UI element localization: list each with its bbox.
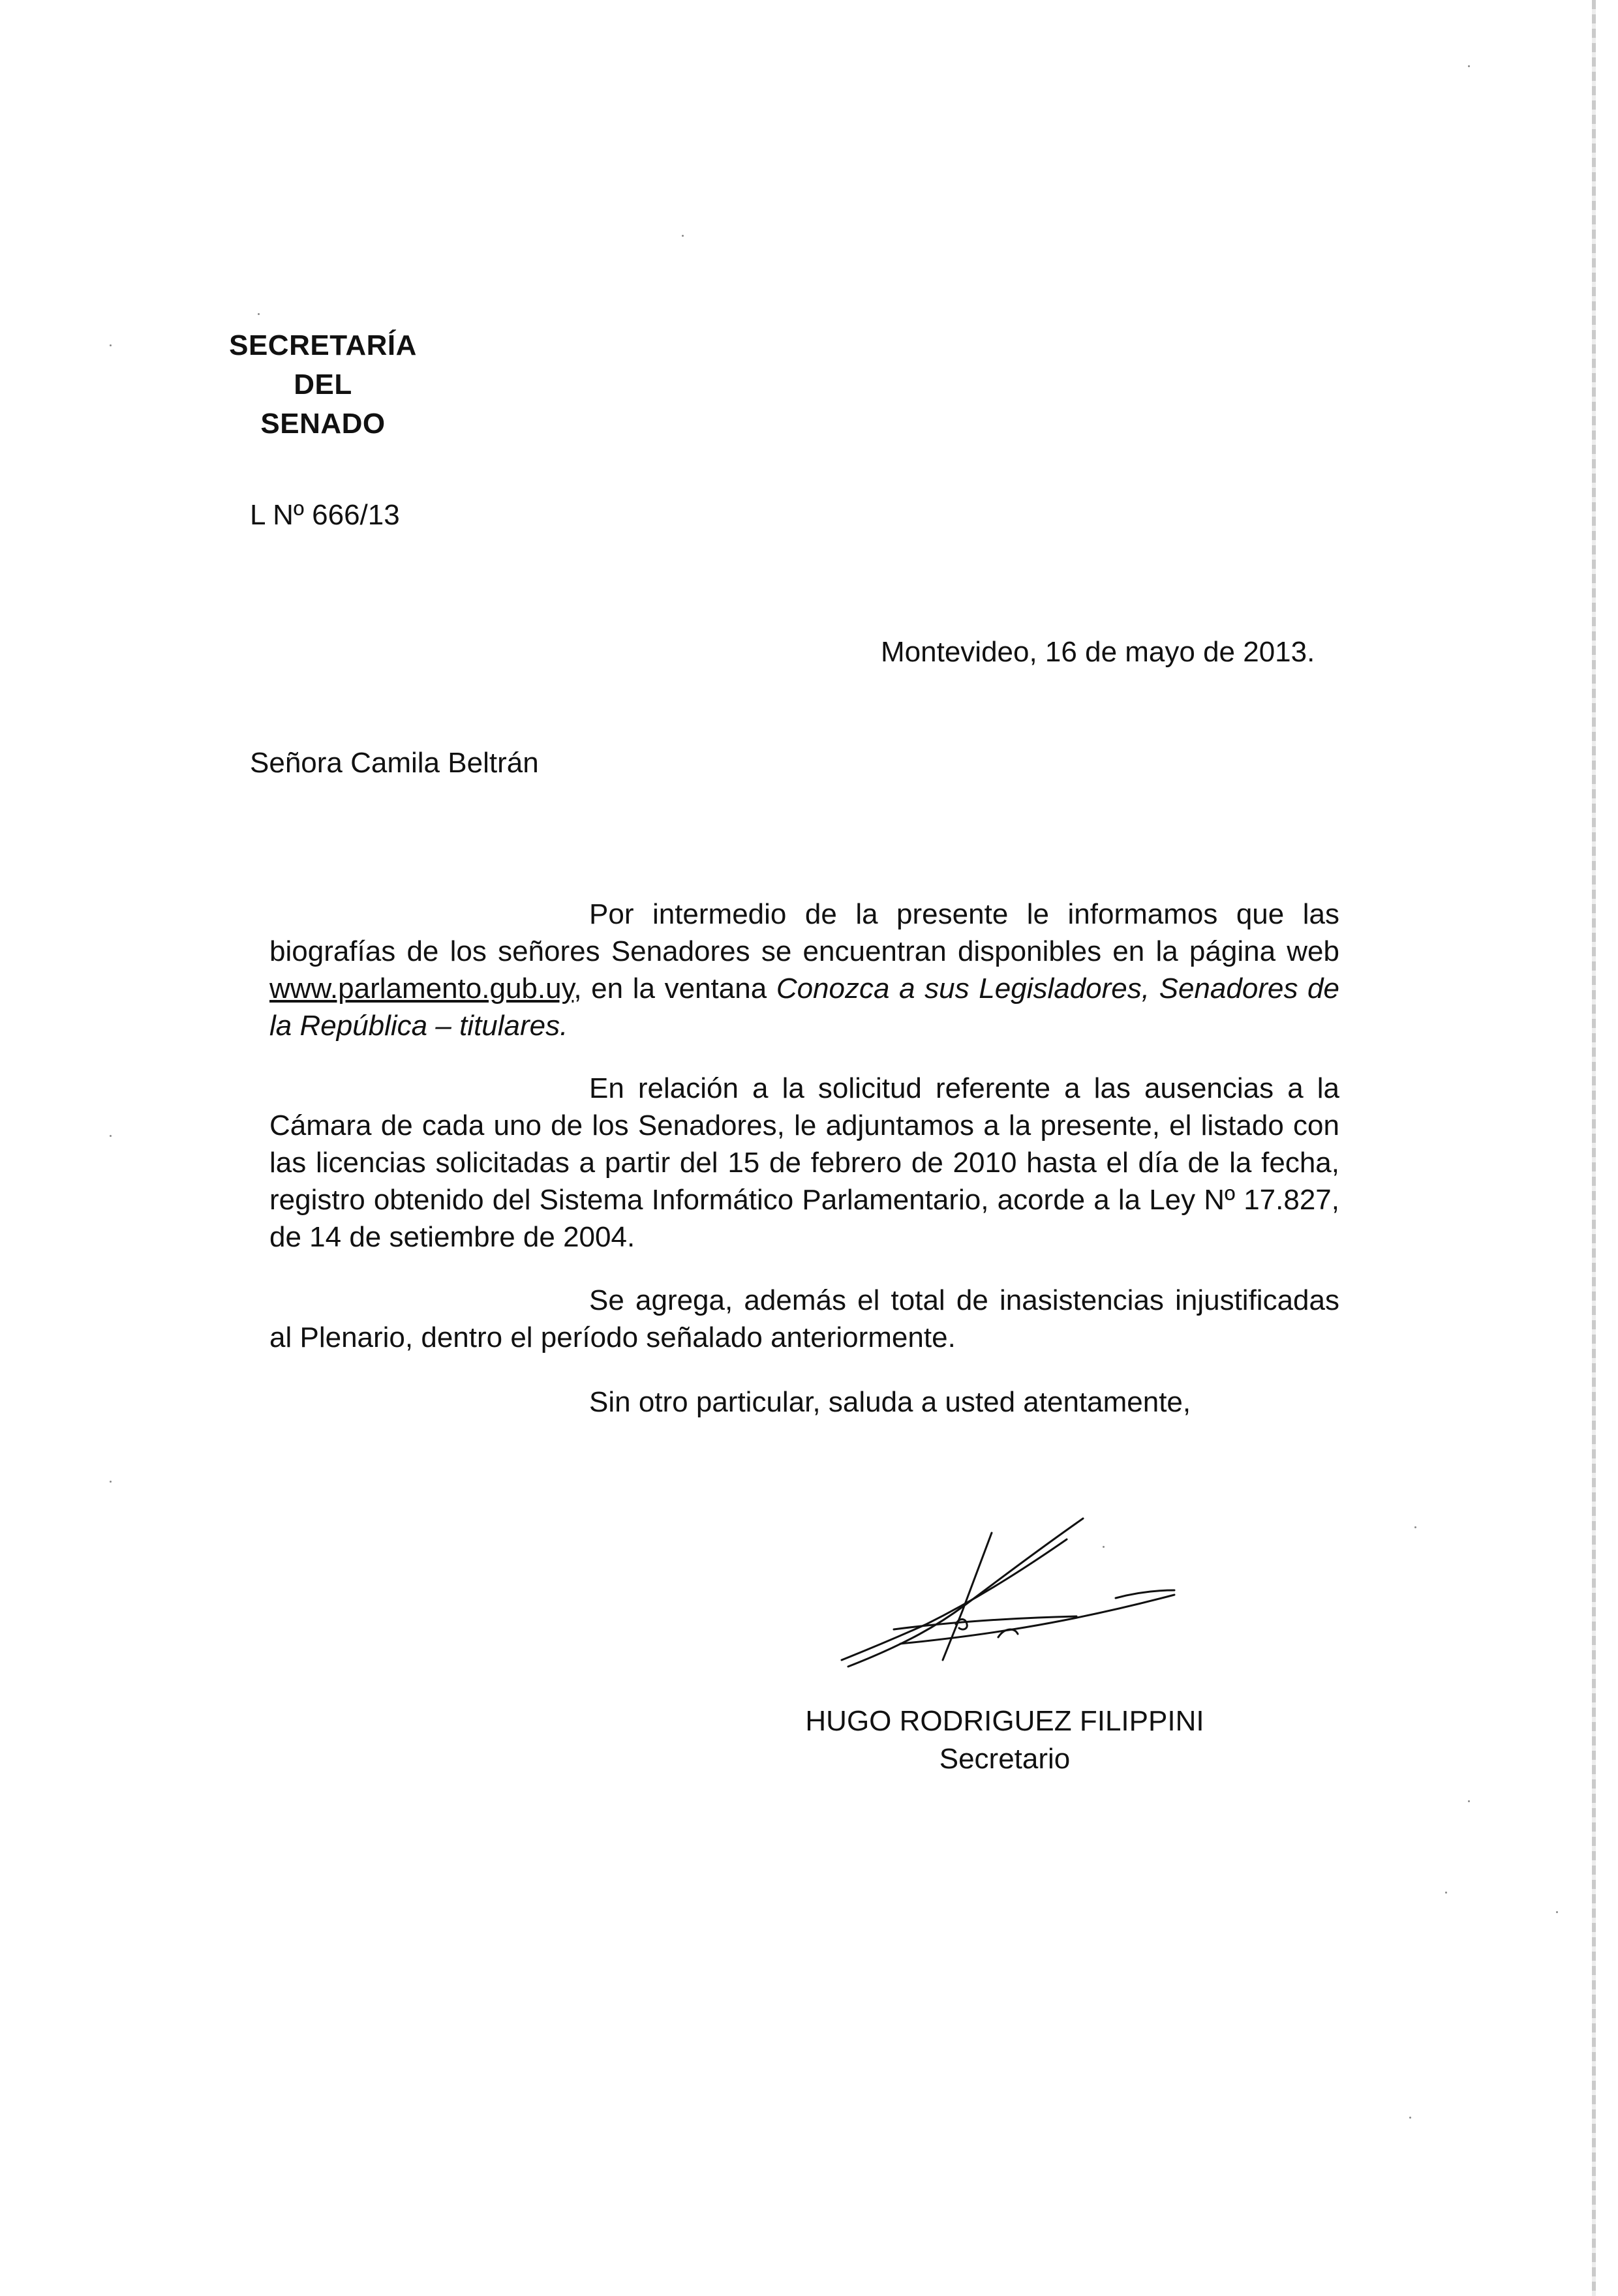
scan-speck [1468, 1800, 1470, 1802]
closing-line: Sin otro particular, saluda a usted atentamente, [589, 1386, 1191, 1418]
scan-speck [258, 313, 260, 315]
scan-speck [682, 235, 684, 237]
paragraph-1 [269, 896, 1339, 1044]
scan-speck [110, 1481, 112, 1483]
scan-speck [1556, 1911, 1558, 1913]
scan-speck [110, 344, 112, 346]
letter-date: Montevideo, 16 de mayo de 2013. [881, 636, 1315, 668]
letterhead-line-3: SENADO [260, 408, 386, 440]
letterhead-line-1: SECRETARÍA [229, 329, 417, 361]
paragraph-1-text-a: Por intermedio de la presente le informamos que las biografías de los señores Senadores se encuentran disponibles en la página web [269, 898, 1339, 967]
scan-speck [1445, 1892, 1447, 1894]
recipient: Señora Camila Beltrán [250, 747, 539, 779]
letterhead [215, 326, 431, 444]
handwritten-signature [829, 1513, 1194, 1709]
letterhead-line-2: DEL [294, 369, 352, 400]
scan-speck [110, 1135, 112, 1137]
scan-speck [1468, 65, 1470, 67]
signatory-name: HUGO RODRIGUEZ FILIPPINI [805, 1705, 1204, 1737]
scan-edge [1592, 0, 1596, 2296]
paragraph-1-text-b: , en la ventana [573, 973, 776, 1004]
scan-speck [1414, 1526, 1416, 1528]
scan-speck [1103, 1546, 1105, 1548]
paragraph-2-text: En relación a la solicitud referente a las ausencias a la Cámara de cada uno de los Senadores, le adjuntamos a la presente, el listado con las licencias solicitadas a partir del 15 de febrero de 2010 hasta el día de la fecha, registro obtenido del Sistema Informático Parlamentario, acorde a la Ley Nº 17.827, de 14 de setiembre de 2004. [269, 1072, 1339, 1253]
paragraph-1-italic: Conozca a sus Legisladores, Senadores de la República – titulares. [269, 973, 1340, 1042]
signatory-title: Secretario [939, 1743, 1071, 1775]
website-link[interactable]: www.parlamento.gub.uy [269, 973, 574, 1004]
signatory-block [770, 1702, 1240, 1778]
paragraph-3 [269, 1282, 1339, 1356]
reference-number: L Nº 666/13 [250, 499, 400, 531]
paragraph-2 [269, 1070, 1339, 1256]
paragraph-3-text: Se agrega, además el total de inasistencias injustificadas al Plenario, dentro el período señalado anteriormente. [269, 1284, 1339, 1353]
scan-speck [1409, 2117, 1411, 2119]
